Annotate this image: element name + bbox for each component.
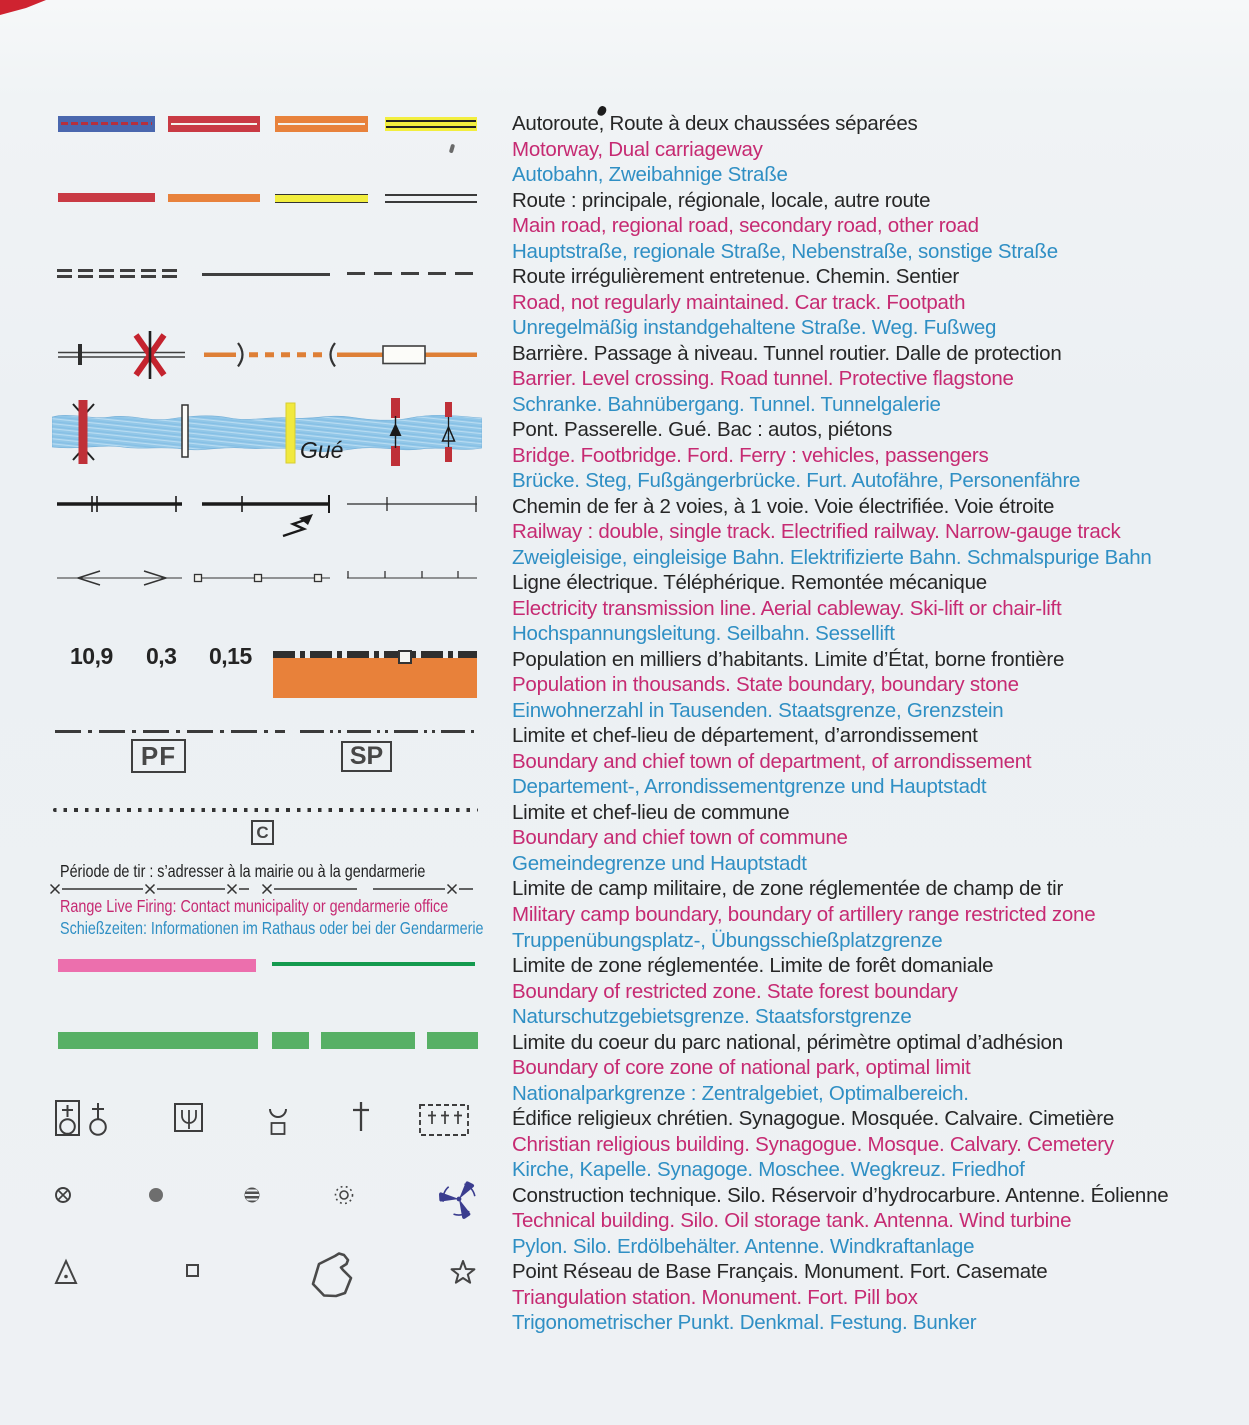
legend-text-en: Road, not regularly maintained. Car track. Footpath: [512, 290, 966, 314]
river-icon: [52, 415, 482, 451]
cemetery-icon: [420, 1105, 468, 1135]
narrow-gauge-track-icon: [347, 496, 477, 512]
legend-text-de: Einwohnerzahl in Tausenden. Staatsgrenze, Grenzstein: [512, 698, 1004, 722]
legend-text-fr: Pont. Passerelle. Gué. Bac : autos, piétons: [512, 418, 893, 442]
legend-text-en: Christian religious building. Synagogue. Mosque. Calvary. Cemetery: [512, 1132, 1114, 1156]
legend-text-en: Boundary and chief town of department, of arrondissement: [512, 749, 1032, 773]
legend-text-fr: Limite de zone réglementée. Limite de forêt domaniale: [512, 954, 994, 978]
legend-text-fr: Construction technique. Silo. Réservoir d’hydrocarbure. Antenne. Éolienne: [512, 1183, 1169, 1207]
legend-text-de: Kirche, Kapelle. Synagoge. Moschee. Wegkreuz. Friedhof: [512, 1158, 1025, 1182]
double-track-railway-icon: [57, 496, 182, 512]
protective-flagstone-icon: [383, 346, 425, 364]
legend-text-fr: Route irrégulièrement entretenue. Chemin. Sentier: [512, 265, 959, 289]
state-forest-boundary-icon: [272, 962, 475, 966]
national-park-optimal-boundary-icon: [321, 1032, 415, 1049]
state-boundary-icon: [273, 658, 477, 698]
unmaintained-road-icon: [57, 269, 183, 278]
power-line-icon: [57, 571, 182, 585]
electrified-railway-icon: [202, 495, 329, 536]
legend-entry: [512, 1259, 1244, 1336]
legend-entry: [512, 494, 1244, 571]
legend-text-fr: Limite et chef-lieu de département, d’arrondissement: [512, 724, 978, 748]
legend-text-en: Triangulation station. Monument. Fort. Pill box: [512, 1285, 918, 1309]
legend-text-en: Barrier. Level crossing. Road tunnel. Protective flagstone: [512, 367, 1014, 391]
legend-text-de: Unregelmäßig instandgehaltene Straße. Weg. Fußweg: [512, 316, 997, 340]
legend-entry: [512, 1030, 1244, 1107]
silo-icon: [149, 1188, 163, 1202]
fort-icon: [313, 1254, 351, 1297]
legend-text-fr: Population en milliers d’habitants. Limite d’État, borne frontière: [512, 647, 1065, 671]
legend-entry: [512, 111, 1244, 188]
legend-text-fr: Édifice religieux chrétien. Synagogue. Mosquée. Calvaire. Cimetière: [512, 1107, 1114, 1131]
monument-icon: [187, 1265, 198, 1276]
other-road-icon: [385, 194, 477, 203]
legend-text-en: Main road, regional road, secondary road, other road: [512, 214, 979, 238]
legend-text-de: Hochspannungsleitung. Seilbahn. Sessellift: [512, 622, 895, 646]
legend-text-fr: Chemin de fer à 2 voies, à 1 voie. Voie électrifiée. Voie étroite: [512, 494, 1055, 518]
legend-text-en: Technical building. Silo. Oil storage tank. Antenna. Wind turbine: [512, 1209, 1072, 1233]
legend-text-de: Naturschutzgebietsgrenze. Staatsforstgrenze: [512, 1005, 912, 1029]
population-value: 10,9: [70, 643, 113, 669]
scan-speck: [449, 144, 455, 154]
legend-entry: [512, 188, 1244, 265]
legend-text-de: Trigonometrischer Punkt. Denkmal. Festung. Bunker: [512, 1311, 977, 1335]
restricted-zone-boundary-icon: [58, 959, 256, 972]
calvary-cross-icon: [353, 1102, 369, 1131]
technical-constructions-row: [50, 1178, 490, 1224]
legend-text-en: Motorway, Dual carriageway: [512, 137, 763, 161]
church-icon: [56, 1101, 79, 1135]
legend-text-de: Zweigleisige, eingleisige Bahn. Elektrifizierte Bahn. Schmalspurige Bahn: [512, 545, 1152, 569]
wind-turbine-icon: [436, 1181, 475, 1221]
subprefecture-box: SP: [341, 741, 392, 772]
river-crossings-row: [52, 396, 482, 474]
footbridge-icon: [182, 405, 188, 457]
legend-text-de: Nationalparkgrenze : Zentralgebiet, Optimalbereich.: [512, 1081, 969, 1105]
scan-corner-mark: [0, 0, 46, 15]
legend-text-en: Population in thousands. State boundary, boundary stone: [512, 673, 1019, 697]
antenna-icon: [336, 1187, 353, 1204]
chapel-icon: [90, 1103, 106, 1135]
arrondissement-boundary-icon: [300, 730, 478, 733]
military-camp-boundary-icon: [50, 882, 482, 896]
legend-entry: [512, 723, 1244, 800]
legend-entry: [512, 953, 1244, 1030]
legend-text-fr: Autoroute, Route à deux chaussées séparées: [512, 112, 918, 135]
firing-notice-de: Schießzeiten: Informationen im Rathaus oder bei der Gendarmerie: [60, 918, 484, 938]
car-track-icon: [202, 273, 330, 276]
legend-text-de: Brücke. Steg, Fußgängerbrücke. Furt. Autofähre, Personenfähre: [512, 469, 1081, 493]
legend-entry: [512, 1183, 1244, 1260]
mosque-icon: [270, 1109, 286, 1134]
legend-text-fr: Limite du coeur du parc national, périmètre optimal d’adhésion: [512, 1030, 1063, 1054]
legend-text-fr: Limite et chef-lieu de commune: [512, 800, 790, 824]
secondary-road-icon: [275, 194, 368, 203]
prefecture-box: PF: [131, 739, 186, 773]
national-park-core-boundary-icon: [58, 1032, 258, 1049]
legend-text-de: Hauptstraße, regionale Straße, Nebenstraße, sonstige Straße: [512, 239, 1058, 263]
legend-entry: [512, 341, 1244, 418]
legend-entry: [512, 264, 1244, 341]
legend-text-fr: Barrière. Passage à niveau. Tunnel routier. Dalle de protection: [512, 341, 1062, 365]
dual-carriageway-yellow-icon: [385, 117, 477, 131]
legend-text-en: Boundary and chief town of commune: [512, 826, 848, 850]
commune-box: C: [251, 820, 274, 845]
ford-label: Gué: [300, 437, 344, 463]
legend-text-en: Boundary of restricted zone. State forest boundary: [512, 979, 958, 1003]
regional-road-icon: [168, 194, 260, 202]
road-tunnel-icon: [204, 343, 477, 366]
legend-entry: [512, 647, 1244, 724]
legend-text-de: Truppenübungsplatz-, Übungsschießplatzgrenze: [512, 928, 943, 952]
firing-notice-en: Range Live Firing: Contact municipality or gendarmerie office: [60, 896, 449, 916]
level-crossing-icon: [136, 331, 164, 379]
legend-text-en: Electricity transmission line. Aerial cableway. Ski-lift or chair-lift: [512, 596, 1062, 620]
ski-lift-icon: [347, 571, 477, 578]
lines-row: [52, 566, 482, 592]
legend-text-en: Railway : double, single track. Electrified railway. Narrow-gauge track: [512, 520, 1121, 544]
department-boundary-icon: [55, 730, 285, 733]
legend-entry: [512, 800, 1244, 877]
aerial-cableway-icon: [195, 575, 331, 582]
barrier-icon: [58, 344, 185, 365]
legend-text-fr: Limite de camp militaire, de zone réglementée de champ de tir: [512, 877, 1064, 901]
landmarks-row: [48, 1252, 478, 1300]
legend-text-fr: Point Réseau de Base Français. Monument. Fort. Casemate: [512, 1260, 1048, 1284]
footpath-icon: [347, 272, 477, 275]
dual-carriageway-red-icon: [168, 116, 260, 132]
national-park-optimal-boundary-icon: [272, 1032, 309, 1049]
legend-text-de: Departement-, Arrondissementgrenze und Hauptstadt: [512, 775, 987, 799]
legend-text-en: Bridge. Footbridge. Ford. Ferry : vehicles, passengers: [512, 443, 989, 467]
population-value: 0,3: [146, 643, 177, 669]
state-boundary-dash-icon: [273, 651, 477, 658]
legend-text-fr: Ligne électrique. Téléphérique. Remontée mécanique: [512, 571, 987, 595]
dual-carriageway-orange-icon: [275, 116, 368, 132]
legend-text-de: Schranke. Bahnübergang. Tunnel. Tunnelgalerie: [512, 392, 941, 416]
legend-entry: [512, 1106, 1244, 1183]
legend-text-de: Pylon. Silo. Erdölbehälter. Antenne. Windkraftanlage: [512, 1234, 975, 1258]
legend-text-en: Boundary of core zone of national park, optimal limit: [512, 1056, 971, 1080]
national-park-optimal-boundary-icon: [427, 1032, 478, 1049]
legend-entry: [512, 876, 1244, 953]
legend-text-de: Gemeindegrenze und Hauptstadt: [512, 851, 807, 875]
firing-notice-fr: Période de tir : s’adresser à la mairie ou à la gendarmerie: [60, 861, 426, 881]
legend-entry: [512, 417, 1244, 494]
boundary-stone-icon: [398, 650, 412, 664]
ford-icon: [286, 403, 295, 463]
religious-buildings-row: [52, 1098, 482, 1146]
pill-box-icon: [452, 1261, 475, 1283]
commune-boundary-icon: [53, 808, 478, 812]
legend-text-fr: Route : principale, régionale, locale, autre route: [512, 188, 931, 212]
legend-text-de: Autobahn, Zweibahnige Straße: [512, 163, 788, 187]
population-value: 0,15: [209, 643, 252, 669]
technical-building-icon: [56, 1188, 70, 1202]
oil-storage-tank-icon: [243, 1188, 261, 1203]
triangulation-station-icon: [56, 1261, 76, 1283]
legend-text-column: [512, 111, 1244, 1336]
synagogue-icon: [175, 1104, 202, 1131]
motorway-icon: [58, 116, 155, 132]
main-road-icon: [58, 193, 155, 202]
railway-row: [52, 492, 482, 540]
legend-text-en: Military camp boundary, boundary of artillery range restricted zone: [512, 902, 1096, 926]
legend-entry: [512, 570, 1244, 647]
barrier-tunnel-row: [52, 330, 482, 380]
